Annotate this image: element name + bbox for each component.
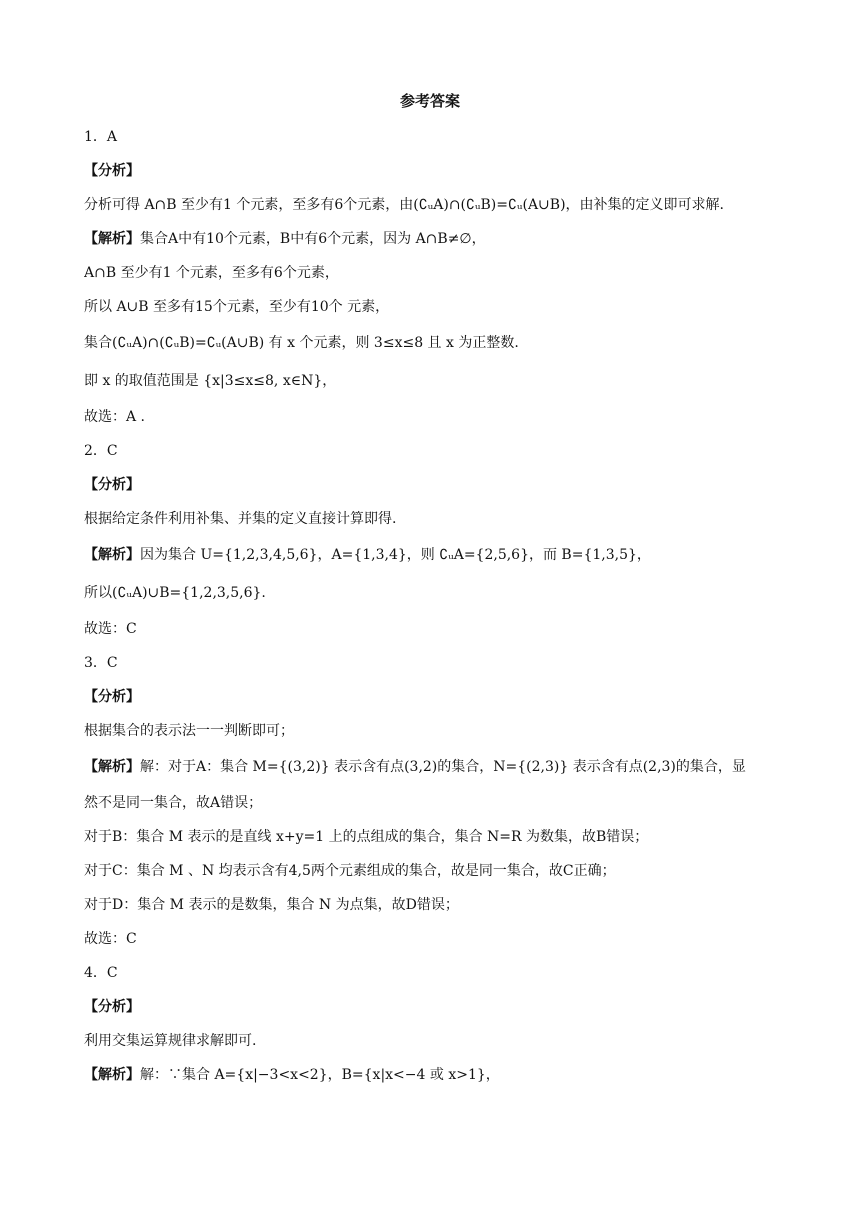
line-text: 集合A中有10个元素，B中有6个元素，因为 A∩B≠∅，	[140, 231, 486, 247]
answer-line	[84, 256, 784, 290]
answer-line	[84, 536, 784, 574]
answer-line	[84, 362, 784, 400]
answer-line	[84, 574, 784, 612]
answer-line	[84, 188, 784, 222]
page-title: 参考答案	[399, 92, 460, 110]
answer-line	[84, 888, 784, 922]
line-text: 对于C：集合 M 、N 均表示含有4,5两个元素组成的集合，故是同一集合，故C正确；	[84, 863, 616, 879]
answer-line	[84, 222, 784, 256]
answer-line	[84, 324, 784, 362]
answer-line	[84, 646, 784, 680]
section-tag: 【解析】	[84, 1067, 140, 1083]
section-tag: 【解析】	[84, 759, 140, 775]
answer-line	[84, 990, 784, 1024]
line-text: 即 x 的取值范围是 {x|3≤x≤8, x∈N}，	[84, 373, 337, 389]
line-text: 所以(∁ᵤA)∪B={1,2,3,5,6}.	[84, 585, 266, 601]
answer-line	[84, 434, 784, 468]
line-text: 故选：A .	[84, 409, 146, 425]
answer-line	[84, 612, 784, 646]
answer-line	[84, 956, 784, 990]
line-text: 4．C	[84, 965, 118, 981]
answer-line	[84, 854, 784, 888]
answer-line	[84, 680, 784, 714]
line-text: 根据集合的表示法一一判断即可；	[84, 723, 294, 739]
line-text: 所以 A∪B 至多有15个元素，至少有10个 元素，	[84, 299, 390, 315]
answer-line	[84, 154, 784, 188]
section-tag: 【分析】	[84, 477, 140, 493]
line-text: 对于B：集合 M 表示的是直线 x+y=1 上的点组成的集合，集合 N=R 为数集，故B错误；	[84, 829, 649, 845]
line-text: A∩B 至少有1 个元素，至多有6个元素，	[84, 265, 339, 281]
line-text: 然不是同一集合，故A错误；	[84, 795, 263, 811]
answer-line	[84, 820, 784, 854]
section-tag: 【分析】	[84, 689, 140, 705]
answer-line	[84, 786, 784, 820]
line-text: 解：对于A：集合 M={(3,2)} 表示含有点(3,2)的集合，N={(2,3)} 表示含有点(2,3)的集合，显	[140, 759, 746, 775]
line-text: 利用交集运算规律求解即可.	[84, 1033, 257, 1049]
answer-line	[84, 714, 784, 748]
answer-line	[84, 1058, 784, 1092]
answer-line	[84, 120, 784, 154]
answer-body	[84, 120, 784, 1092]
answer-line	[84, 748, 784, 786]
line-text: 故选：C	[84, 621, 137, 637]
line-text: 故选：C	[84, 931, 137, 947]
line-text: 分析可得 A∩B 至少有1 个元素，至多有6个元素，由(∁ᵤA)∩(∁ᵤB)=∁ᵤ(A∪B)，由补集的定义即可求解.	[84, 197, 724, 213]
line-text: 1．A	[84, 129, 118, 145]
line-text: 解：∵集合 A={x|−3<x<2}，B={x|x<−4 或 x>1}，	[140, 1067, 500, 1083]
section-tag: 【解析】	[84, 231, 140, 247]
line-text: 2．C	[84, 443, 118, 459]
section-tag: 【解析】	[84, 547, 140, 563]
answer-line	[84, 400, 784, 434]
answer-line	[84, 290, 784, 324]
section-tag: 【分析】	[84, 999, 140, 1015]
answer-line	[84, 922, 784, 956]
answer-line	[84, 1024, 784, 1058]
line-text: 对于D：集合 M 表示的是数集，集合 N 为点集，故D错误；	[84, 897, 459, 913]
line-text: 集合(∁ᵤA)∩(∁ᵤB)=∁ᵤ(A∪B) 有 x 个元素，则 3≤x≤8 且 x 为正整数.	[84, 335, 519, 351]
answer-line	[84, 468, 784, 502]
line-text: 3．C	[84, 655, 118, 671]
section-tag: 【分析】	[84, 163, 140, 179]
line-text: 根据给定条件利用补集、并集的定义直接计算即得.	[84, 511, 397, 527]
line-text: 因为集合 U={1,2,3,4,5,6}，A={1,3,4}，则 ∁ᵤA={2,5,6}，而 B={1,3,5}，	[140, 547, 651, 563]
answer-line	[84, 502, 784, 536]
